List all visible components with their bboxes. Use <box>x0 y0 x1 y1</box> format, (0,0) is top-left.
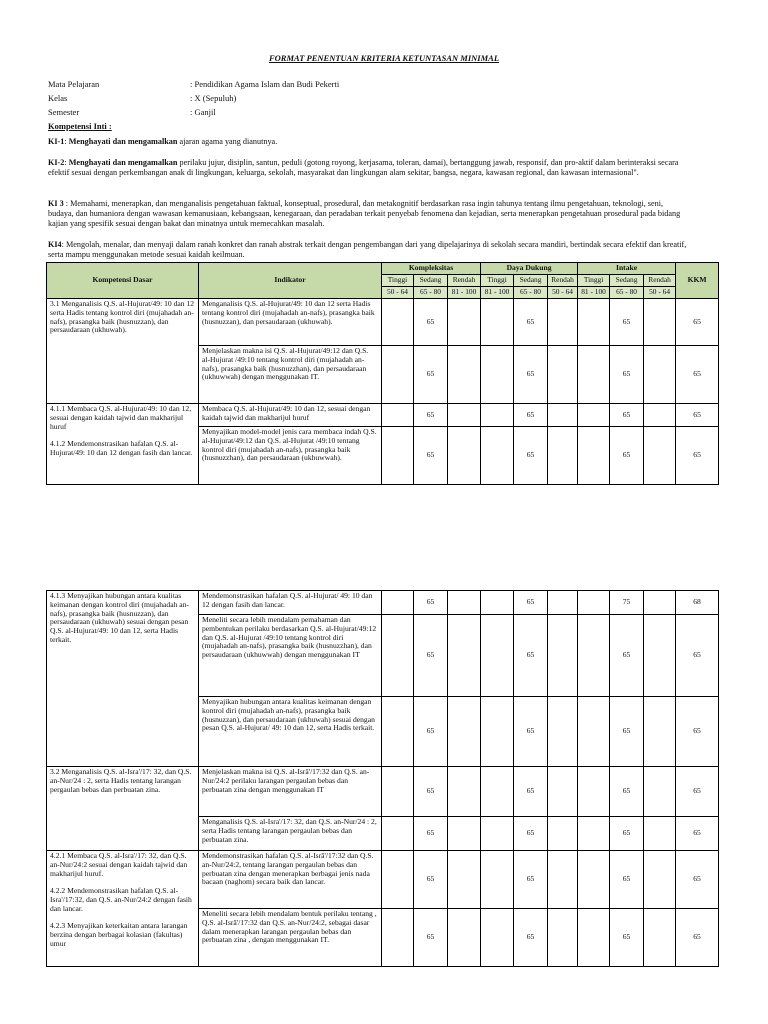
header-kkm: KKM <box>676 263 719 299</box>
ki-lead: Menghayati dan mengamalkan <box>68 158 178 167</box>
intake-value: 65 <box>610 346 644 404</box>
daya-dukung-value: 65 <box>514 404 548 427</box>
kompleksitas-value: 65 <box>414 697 448 767</box>
kkm-table-bottom <box>46 590 719 967</box>
intake-value: 65 <box>610 767 644 817</box>
kkm-value: 65 <box>676 697 719 767</box>
kompleksitas-value: 65 <box>414 817 448 851</box>
daya-dukung-value: 65 <box>514 427 548 485</box>
indikator-cell: Menjelaskan makna isi Q.S. al-Isrā'/17:32 dan Q.S. an-Nur/24:2 perilaku larangan pergaulan bebas dan perbuatan zina dengan menggunakan IT <box>199 767 382 817</box>
daya-dukung-value: 65 <box>514 615 548 697</box>
ki-2-paragraph: KI-2: Menghayati dan mengamalkan perilaku jujur, disiplin, santun, peduli (gotong royong, kerjasama, toleran, damai), bertanggung jawab, responsif, dan pro-aktif dalam berinteraksi secara efektif sesuai dengan perkembangan anak di lingkungan, keluarga, sekolah, masyarakat dan lingkungan alam sekitar, bangsa, negara, kawasan regional, dan kawasan internasional". <box>48 158 679 177</box>
kompetensi-inti-heading: Kompetensi Inti : <box>48 121 112 131</box>
range-cell: 50 - 64 <box>382 287 414 299</box>
subheader-cell: Rendah <box>548 275 578 287</box>
kkm-value: 65 <box>676 346 719 404</box>
intake-value: 65 <box>610 697 644 767</box>
kd-cell: 4.2.1 Membaca Q.S. al-Isra'/17: 32, dan Q.S. an-Nur/24:2 sesuai dengan kaidah tajwid dan makharijul huruf. 4.2.2 Mendemonstrasikan hafalan Q.S. al-Isra'/17:32, dan Q.S. an-Nur/24:2 dengan fasih dan lancar. 4.2.3 Menyajikan keterkaitan antara larangan berzina dengan berbagai kolasian (fakultas) umur <box>47 851 199 967</box>
kkm-value: 65 <box>676 427 719 485</box>
subheader-cell: Sedang <box>514 275 548 287</box>
ki-code: KI-1 <box>48 137 65 146</box>
indikator-cell: Meneliti secara lebih mendalam bentuk perilaku tentang , Q.S. al-Isrā'/17:32 dan Q.S. an-Nur/24:2, sebagai dasar dalam menerapkan larangan pergaulan bebas dan perbuatan zina , dengan menggunakan IT. <box>199 909 382 967</box>
range-cell: 50 - 64 <box>644 287 676 299</box>
document-title: FORMAT PENENTUAN KRITERIA KETUNTASAN MINIMAL <box>268 53 500 63</box>
table-row <box>47 851 719 909</box>
kd-cell: 4.1.1 Membaca Q.S. al-Hujurat/49: 10 dan 12, sesuai dengan kaidah tajwid dan makharijul huruf 4.1.2 Mendemonstrasikan hafalan Q.S. al-Hujurat/49: 10 dan 12 dengan fasih dan lancar. <box>47 404 199 485</box>
subheader-cell: Rendah <box>644 275 676 287</box>
range-cell: 81 - 100 <box>448 287 481 299</box>
header-intake: Intake <box>578 263 676 275</box>
intake-value: 65 <box>610 427 644 485</box>
indikator-cell: Menganalisis Q.S. al-Hujurat/49: 10 dan 12 serta Hadis tentang kontrol diri (mujahadah an-nafs), prasangka baik (husnuzzan), dan persaudaraan (ukhuwah). <box>199 299 382 346</box>
daya-dukung-value: 65 <box>514 299 548 346</box>
indikator-cell: Menyajikan hubungan antara kualitas keimanan dengan kontrol diri (mujahadah an-nafs), prasangka baik (husnuzzan), dan persaudaraan (ukhuwah) sesuai dengan pesan Q.S. al-Hujurat/ 49: 10 dan 12, serta Hadis terkait. <box>199 697 382 767</box>
ki-lead: Menghayati dan mengamalkan <box>68 137 178 146</box>
kompleksitas-value: 65 <box>414 909 448 967</box>
subheader-cell: Tinggi <box>382 275 414 287</box>
intake-value: 65 <box>610 817 644 851</box>
kompleksitas-value: 65 <box>414 299 448 346</box>
range-cell: 65 - 80 <box>514 287 548 299</box>
ki-text: perilaku jujur, disiplin, santun, peduli (gotong royong, kerjasama, toleran, damai), bertanggung jawab, responsif, dan pro-aktif dalam berinteraksi secara efektif sesuai dengan perkembangan anak di lingkungan, keluarga, sekolah, masyarakat dan lingkungan alam sekitar, bangsa, negara, kawasan regional, dan kawasan internasional". <box>48 158 679 177</box>
meta-value: : Ganjil <box>190 107 216 117</box>
kkm-value: 65 <box>676 817 719 851</box>
meta-row-semester <box>48 107 216 118</box>
header-kompetensi-dasar: Kompetensi Dasar <box>47 263 199 299</box>
intake-value: 65 <box>610 909 644 967</box>
intake-value: 65 <box>610 615 644 697</box>
subheader-cell: Tinggi <box>481 275 514 287</box>
subheader-cell: Sedang <box>414 275 448 287</box>
kd-cell: 3.2 Menganalisis Q.S. al-Isra'/17: 32, dan Q.S. an-Nur/24 : 2, serta Hadis tentang larangan pergaulan bebas dan perbuatan zina. <box>47 767 199 851</box>
ki-3-paragraph: KI 3 : Memahami, menerapkan, dan menganalisis pengetahuan faktual, konseptual, prosedural, dan metakognitif berdasarkan rasa ingin tahunya tentang ilmu pengetahuan, teknologi, seni, budaya, dan humaniora dengan wawasan kemanusiaan, kebangsaan, kenegaraan, dan peradaban terkait penyebab fenomena dan kejadian, serta menerapkan pengetahuan prosedural pada bidang kajian yang spesifik sesuai dengan bakat dan minatnya untuk memecahkan masalah. <box>48 199 681 228</box>
daya-dukung-value: 65 <box>514 697 548 767</box>
subheader-cell: Tinggi <box>578 275 610 287</box>
daya-dukung-value: 65 <box>514 591 548 615</box>
daya-dukung-value: 65 <box>514 817 548 851</box>
kompleksitas-value: 65 <box>414 427 448 485</box>
kkm-value: 65 <box>676 851 719 909</box>
kd-cell: 4.1.3 Menyajikan hubungan antara kualitas keimanan dengan kontrol diri (mujahadah an-nafs), prasangka baik (husnuzzan), dan persaudaraan (ukhuwah) sesuai dengan pesan Q.S. al-Hujurat/49: 10 dan 12, serta Hadis terkait. <box>47 591 199 767</box>
kkm-value: 65 <box>676 404 719 427</box>
kkm-table-top <box>46 262 719 485</box>
header-kompleksitas: Kompleksitas <box>382 263 481 275</box>
table-row <box>47 404 719 427</box>
meta-label: Semester <box>48 107 80 117</box>
meta-label: Kelas <box>48 93 68 103</box>
ki-text: ajaran agama yang dianutnya. <box>177 137 278 146</box>
range-cell: 50 - 64 <box>548 287 578 299</box>
table-row <box>47 591 719 615</box>
table-row <box>47 767 719 817</box>
kompleksitas-value: 65 <box>414 591 448 615</box>
range-cell: 65 - 80 <box>414 287 448 299</box>
indikator-cell: Menyajikan model-model jenis cara membaca indah Q.S. al-Hujurat/49:12 dan Q.S. al-Hujurat /49:10 tentang kontrol diri (mujahadah an-nafs), prasangka baik (husnuzzhan), dan persaudaraan (ukhuwwah). <box>199 427 382 485</box>
daya-dukung-value: 65 <box>514 767 548 817</box>
indikator-cell: Mendemonstrasikan hafalan Q.S. al-Isrā'/17:32 dan Q.S. an-Nur/24:2, tentang larangan pergaulan bebas dan perbuatan zina dengan menerapkan berbagai jenis nada bacaan (naghom) secara baik dan lancar. <box>199 851 382 909</box>
range-cell: 81 - 100 <box>481 287 514 299</box>
indikator-cell: Mendemonstrasikan hafalan Q.S. al-Hujurat/ 49: 10 dan 12 dengan fasih dan lancar. <box>199 591 382 615</box>
ki-1-paragraph: KI-1: Menghayati dan mengamalkan ajaran agama yang dianutnya. <box>48 137 278 146</box>
kkm-value: 65 <box>676 767 719 817</box>
indikator-cell: Menganalisis Q.S. al-Isra'/17: 32, dan Q.S. an-Nur/24 : 2, serta Hadis tentang larangan pergaulan bebas dan perbuatan zina. <box>199 817 382 851</box>
meta-label: Mata Pelajaran <box>48 79 100 89</box>
kd-cell: 3.1 Menganalisis Q.S. al-Hujurat/49: 10 dan 12 serta Hadis tentang kontrol diri (mujahadah an-nafs), prasangka baik (husnuzzan), dan persaudaraan (ukhuwah). <box>47 299 199 404</box>
kompleksitas-value: 65 <box>414 615 448 697</box>
daya-dukung-value: 65 <box>514 909 548 967</box>
ki-code: KI-2 <box>48 158 65 167</box>
meta-value: : X (Sepuluh) <box>190 93 237 103</box>
intake-value: 65 <box>610 851 644 909</box>
ki-text: Mengolah, menalar, dan menyaji dalam ranah konkret dan ranah abstrak terkait dengan pengembangan dari yang dipelajarinya di sekolah secara mandiri, bertindak secara efektif dan kreatif, serta mampu menggunakan metode sesuai kaidah keilmuan. <box>48 240 687 259</box>
header-indikator: Indikator <box>199 263 382 299</box>
range-cell: 65 - 80 <box>610 287 644 299</box>
daya-dukung-value: 65 <box>514 346 548 404</box>
ki-4-paragraph: KI4: Mengolah, menalar, dan menyaji dalam ranah konkret dan ranah abstrak terkait dengan pengembangan dari yang dipelajarinya di sekolah secara mandiri, bertindak secara efektif dan kreatif, serta mampu menggunakan metode sesuai kaidah keilmuan. <box>48 240 687 259</box>
kompleksitas-value: 65 <box>414 346 448 404</box>
daya-dukung-value: 65 <box>514 851 548 909</box>
indikator-cell: Menjelaskan makna isi Q.S. al-Hujurat/49:12 dan Q.S. al-Hujurat /49:10 tentang kontrol diri (mujahadah an-nafs), prasangka baik (husnuzzhan), dan persaudaraan (ukhuwwah) dengan menggunakan IT. <box>199 346 382 404</box>
meta-value: : Pendidikan Agama Islam dan Budi Pekerti <box>190 79 340 89</box>
kompleksitas-value: 65 <box>414 404 448 427</box>
meta-row-mapel <box>48 79 339 90</box>
intake-value: 65 <box>610 299 644 346</box>
kkm-value: 65 <box>676 615 719 697</box>
ki-text: Memahami, menerapkan, dan menganalisis pengetahuan faktual, konseptual, prosedural, dan metakognitif berdasarkan rasa ingin tahunya tentang ilmu pengetahuan, teknologi, seni, budaya, dan humaniora dengan wawasan kemanusiaan, kebangsaan, kenegaraan, dan peradaban terkait penyebab fenomena dan kejadian, serta menerapkan pengetahuan prosedural pada bidang kajian yang spesifik sesuai dengan bakat dan minatnya untuk memecahkan masalah. <box>48 199 681 228</box>
subheader-cell: Sedang <box>610 275 644 287</box>
range-cell: 81 - 100 <box>578 287 610 299</box>
ki-code: KI4 <box>48 240 62 249</box>
ki-code: KI 3 <box>48 199 64 208</box>
intake-value: 65 <box>610 404 644 427</box>
kompleksitas-value: 65 <box>414 767 448 817</box>
indikator-cell: Membaca Q.S. al-Hujurat/49: 10 dan 12, sesuai dengan kaidah tajwid dan makharijul huruf <box>199 404 382 427</box>
kkm-value: 65 <box>676 299 719 346</box>
kkm-value: 68 <box>676 591 719 615</box>
header-daya-dukung: Daya Dukung <box>481 263 578 275</box>
kompleksitas-value: 65 <box>414 851 448 909</box>
table-row <box>47 299 719 346</box>
intake-value: 75 <box>610 591 644 615</box>
meta-row-kelas <box>48 93 236 104</box>
indikator-cell: Meneliti secara lebih mendalam pemahaman dan pembentukan perilaku berdasarkan Q.S. al-Hujurat/49:12 dan Q.S. al-Hujurat /49:10 tentang kontrol diri (mujahadah an-nafs), prasangka baik (husnuzzhan), dan persaudaraan (ukhuwwah) dengan menggunakan IT <box>199 615 382 697</box>
subheader-cell: Rendah <box>448 275 481 287</box>
kkm-value: 65 <box>676 909 719 967</box>
